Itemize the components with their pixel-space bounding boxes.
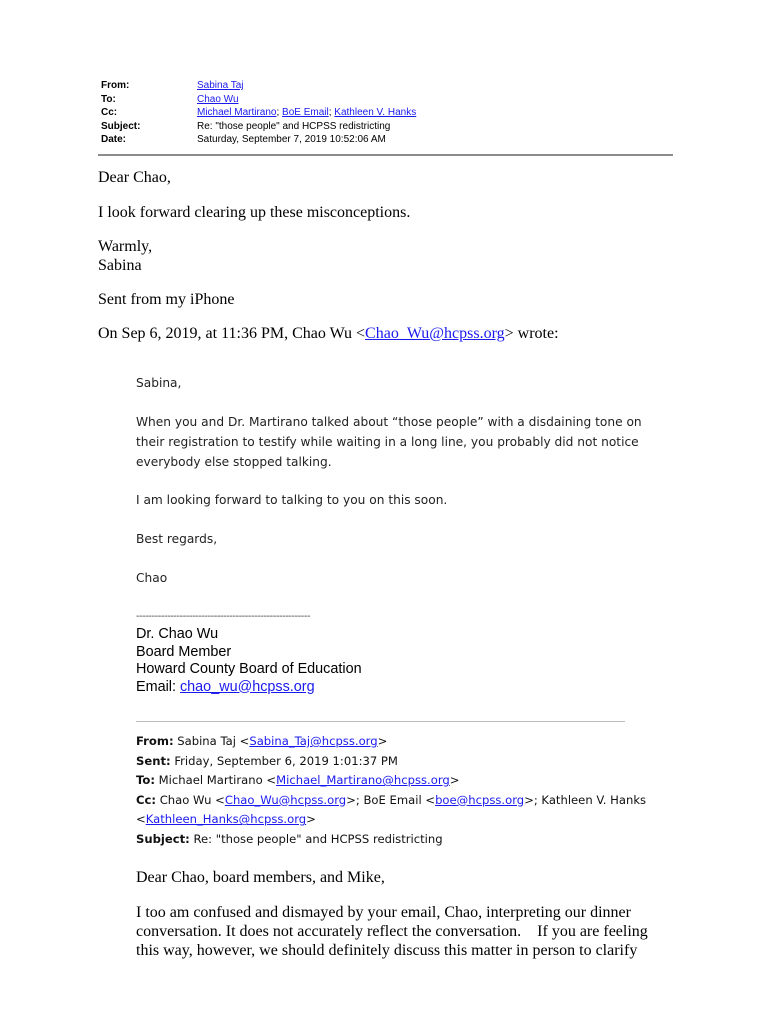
quote-intro-suffix: > wrote: — [504, 325, 559, 342]
signature-email-row — [136, 679, 362, 697]
header-to-row — [101, 93, 416, 107]
forwarded-cc-text: >; BoE Email < — [346, 792, 436, 807]
original-paragraph — [136, 903, 648, 960]
forwarded-sent-value: Friday, September 6, 2019 1:01:37 PM — [170, 753, 398, 768]
forwarded-cc-text: >; Kathleen V. Hanks — [524, 792, 647, 807]
reply-line: I look forward clearing up these misconceptions. — [98, 204, 411, 221]
original-paragraph-line: this way, however, we should definitely discuss this matter in person to clarify — [136, 942, 638, 959]
header-subject-value: Re: "those people" and HCPSS redistricting — [197, 120, 391, 132]
reply-greeting: Dear Chao, — [98, 169, 171, 186]
original-paragraph-line: I too am confused and dismayed by your email, Chao, interpreting our dinner — [136, 904, 631, 921]
original-greeting: Dear Chao, board members, and Mike, — [136, 869, 385, 886]
reply-closing: Warmly, — [98, 238, 153, 255]
header-cc-separator: ; — [276, 107, 283, 119]
forwarded-cc-label: Cc: — [136, 792, 157, 807]
header-from-link[interactable]: Sabina Taj — [197, 80, 244, 91]
header-date-label: Date: — [101, 134, 127, 146]
original-paragraph-line: conversation. It does not accurately reflect the conversation. If you are feeling — [136, 923, 648, 940]
quoted-paragraph-1 — [136, 412, 642, 472]
forwarded-to-row — [136, 771, 636, 791]
header-cc-link-martirano[interactable]: Michael Martirano — [197, 107, 277, 119]
quoted-paragraph-1-line: their registration to testify while waiting in a long line, you probably did not notice — [136, 435, 639, 449]
angle-open: < — [136, 812, 146, 827]
forwarded-cc-row — [136, 791, 647, 811]
header-subject-row — [101, 120, 416, 134]
header-date-row — [101, 133, 416, 147]
forwarded-sent-row — [136, 752, 636, 772]
email-signature — [136, 626, 362, 696]
quoted-greeting: Sabina, — [136, 376, 182, 390]
header-to-link[interactable]: Chao Wu — [197, 93, 239, 105]
forwarded-to-name: Michael Martirano < — [154, 773, 277, 788]
sent-from-line: Sent from my iPhone — [98, 291, 235, 308]
header-cc-separator: ; — [328, 107, 335, 119]
forwarded-to-label: To: — [136, 773, 155, 788]
header-from-row — [101, 79, 416, 93]
header-cc-link-boe[interactable]: BoE Email — [282, 107, 329, 119]
forwarded-sent-label: Sent: — [136, 753, 171, 768]
forwarded-from-label: From: — [136, 734, 174, 748]
signature-title: Board Member — [136, 643, 232, 660]
forwarded-cc-email-link-chao[interactable]: Chao_Wu@hcpss.org — [224, 792, 347, 807]
signature-email-link[interactable]: chao_wu@hcpss.org — [179, 678, 315, 695]
forwarded-subject-label: Subject: — [136, 831, 190, 846]
email-header — [101, 79, 416, 147]
signature-organization: Howard County Board of Education — [136, 661, 362, 677]
quoted-name: Chao — [136, 571, 168, 585]
header-cc-link-hanks[interactable]: Kathleen V. Hanks — [334, 107, 417, 119]
forwarded-header — [136, 732, 647, 850]
header-subject-label: Subject: — [101, 120, 141, 132]
signature-name: Dr. Chao Wu — [136, 626, 219, 642]
quoted-paragraph-1-line: everybody else stopped talking. — [136, 455, 332, 469]
angle-close: > — [377, 734, 388, 748]
quote-intro-email-link[interactable]: Chao_Wu@hcpss.org — [365, 325, 505, 342]
forwarded-from-email-link[interactable]: Sabina_Taj@hcpss.org — [249, 734, 378, 748]
reply-signature-name: Sabina — [98, 257, 142, 274]
forwarded-cc-row-continued — [136, 810, 636, 830]
header-to-label: To: — [101, 93, 116, 105]
forwarded-subject-value: Re: "those people" and HCPSS redistricting — [189, 831, 443, 846]
forwarded-from-row — [136, 732, 636, 752]
quoted-paragraph-2: I am looking forward to talking to you on this soon. — [136, 493, 448, 507]
header-from-label: From: — [101, 80, 130, 91]
forwarded-subject-row — [136, 830, 636, 850]
angle-close: > — [306, 812, 316, 827]
header-cc-row — [101, 106, 416, 120]
angle-close: > — [449, 773, 460, 788]
quote-intro — [98, 324, 559, 343]
forwarded-to-email-link[interactable]: Michael_Martirano@hcpss.org — [276, 773, 450, 788]
signature-email-label: Email: — [136, 678, 180, 695]
forwarded-cc-text: Chao Wu < — [156, 792, 225, 807]
signature-separator: -------------------------------------------------------- — [136, 611, 311, 622]
quoted-paragraph-1-line: When you and Dr. Martirano talked about “those people” with a disdaining tone on — [136, 415, 642, 429]
forward-divider — [136, 721, 625, 722]
header-date-value: Saturday, September 7, 2019 10:52:06 AM — [197, 134, 386, 146]
header-cc-label: Cc: — [101, 107, 118, 119]
header-divider — [98, 154, 673, 156]
forwarded-cc-email-link-boe[interactable]: boe@hcpss.org — [435, 792, 525, 807]
forwarded-cc-email-link-hanks[interactable]: Kathleen_Hanks@hcpss.org — [145, 812, 307, 827]
quote-intro-prefix: On Sep 6, 2019, at 11:36 PM, Chao Wu < — [98, 325, 366, 342]
quoted-regards: Best regards, — [136, 532, 218, 546]
forwarded-from-name: Sabina Taj < — [173, 734, 250, 748]
